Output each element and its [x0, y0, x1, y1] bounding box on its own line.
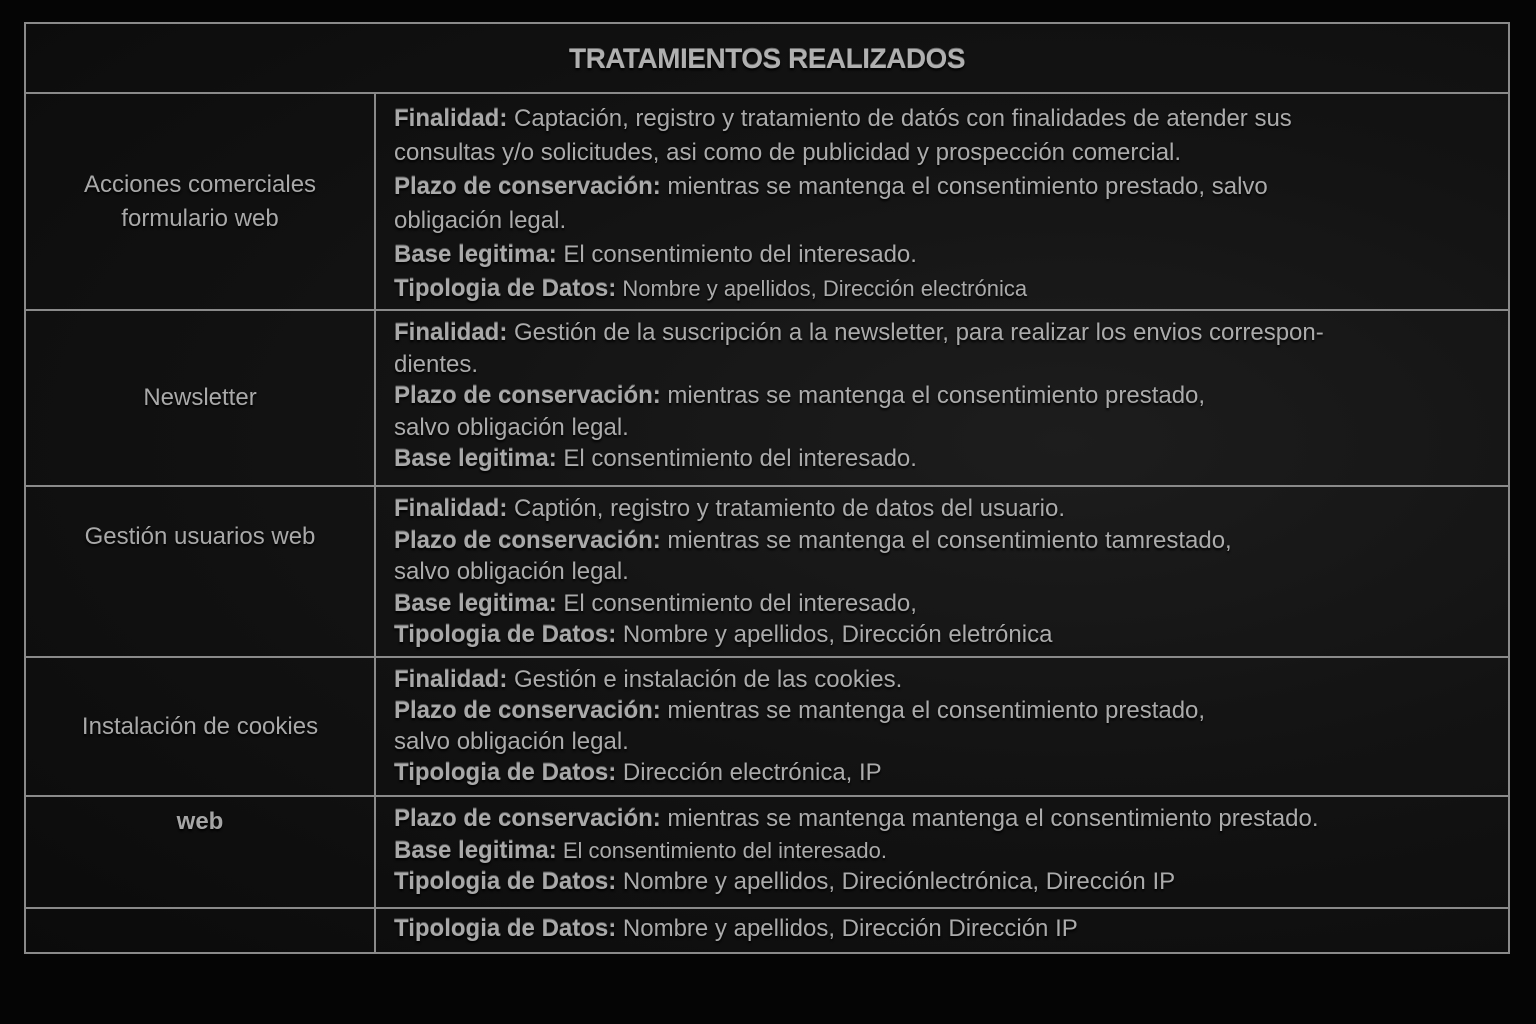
- plazo-line: Plazo de conservación: mientras se mantenga el consentimiento prestado,: [394, 697, 1206, 724]
- row-label: web: [176, 808, 224, 835]
- tipologia-line: Tipologia de Datos: Nombre y apellidos, Dirección electrónica: [394, 275, 1028, 302]
- row-label-cell: [26, 658, 376, 795]
- table-row-gestion-usuarios: [26, 487, 1508, 658]
- row-label-cell: [26, 487, 376, 656]
- treatments-table: [24, 22, 1510, 954]
- base-legitima-line: Base legitima: El consentimiento del interesado.: [394, 445, 917, 472]
- plazo-line: Plazo de conservación: mientras se mantenga el consentimiento prestado,: [394, 382, 1206, 409]
- plazo-line-cont: salvo obligación legal.: [394, 728, 629, 755]
- row-detail-cell: [376, 797, 1508, 907]
- tipologia-line: Tipologia de Datos: Nombre y apellidos, Direciónlectrónica, Dirección IP: [394, 868, 1176, 895]
- finalidad-line: Finalidad: Captión, registro y tratamiento de datos del usuario.: [394, 495, 1065, 522]
- finalidad-line-cont: dientes.: [394, 350, 479, 378]
- finalidad-line: Finalidad: Gestión e instalación de las cookies.: [394, 666, 903, 693]
- table-header: [26, 24, 1508, 94]
- table-row-newsletter: [26, 311, 1508, 487]
- row-detail-cell: [376, 909, 1508, 952]
- table-row-empty-label: [26, 909, 1508, 952]
- base-legitima-line: Base legitima: El consentimiento del interesado.: [394, 241, 917, 268]
- finalidad-line: Finalidad: Captación, registro y tratamiento de datós con finalidades de atender sus: [394, 105, 1292, 132]
- plazo-line: Plazo de conservación: mientras se mantenga el consentimiento prestado, salvo: [394, 173, 1268, 200]
- row-detail-cell: [376, 487, 1508, 656]
- tipologia-line: Tipologia de Datos: Dirección electrónica, IP: [394, 759, 882, 786]
- plazo-line-cont: salvo obligación legal.: [394, 558, 629, 585]
- row-detail-cell: [376, 94, 1508, 309]
- table-row-acciones-comerciales: [26, 94, 1508, 311]
- base-legitima-line: Base legitima: El consentimiento del interesado.: [394, 836, 887, 864]
- plazo-line: Plazo de conservación: mientras se mantenga mantenga el consentimiento prestado.: [394, 805, 1319, 832]
- row-label-cell: [26, 94, 376, 309]
- tipologia-line: Tipologia de Datos: Nombre y apellidos, Dirección Dirección IP: [394, 915, 1078, 942]
- finalidad-line: Finalidad: Gestión de la suscripción a la newsletter, para realizar los envios correspon-: [394, 319, 1324, 346]
- row-label-cell: [26, 797, 376, 907]
- table-title: TRATAMIENTOS REALIZADOS: [568, 43, 966, 74]
- row-label: Instalación de cookies: [81, 712, 319, 740]
- row-label-cell: [26, 909, 376, 952]
- row-label: Acciones comerciales formulario web: [83, 170, 317, 232]
- row-label: Gestión usuarios web: [84, 523, 316, 550]
- finalidad-line-cont: consultas y/o solicitudes, asi como de publicidad y prospección comercial.: [394, 139, 1182, 166]
- base-legitima-line: Base legitima: El consentimiento del interesado,: [394, 589, 917, 617]
- row-detail-cell: [376, 311, 1508, 485]
- row-label-cell: [26, 311, 376, 485]
- plazo-line: Plazo de conservación: mientras se mantenga el consentimiento tamrestado,: [394, 526, 1232, 554]
- plazo-line-cont: salvo obligación legal.: [394, 413, 629, 441]
- table-row-instalacion-cookies: [26, 658, 1508, 797]
- tipologia-line: Tipologia de Datos: Nombre y apellidos, Dirección eletrónica: [394, 621, 1053, 648]
- row-detail-cell: [376, 658, 1508, 795]
- table-row-web: [26, 797, 1508, 909]
- plazo-line-cont: obligación legal.: [394, 207, 567, 234]
- row-label: Newsletter: [143, 384, 257, 411]
